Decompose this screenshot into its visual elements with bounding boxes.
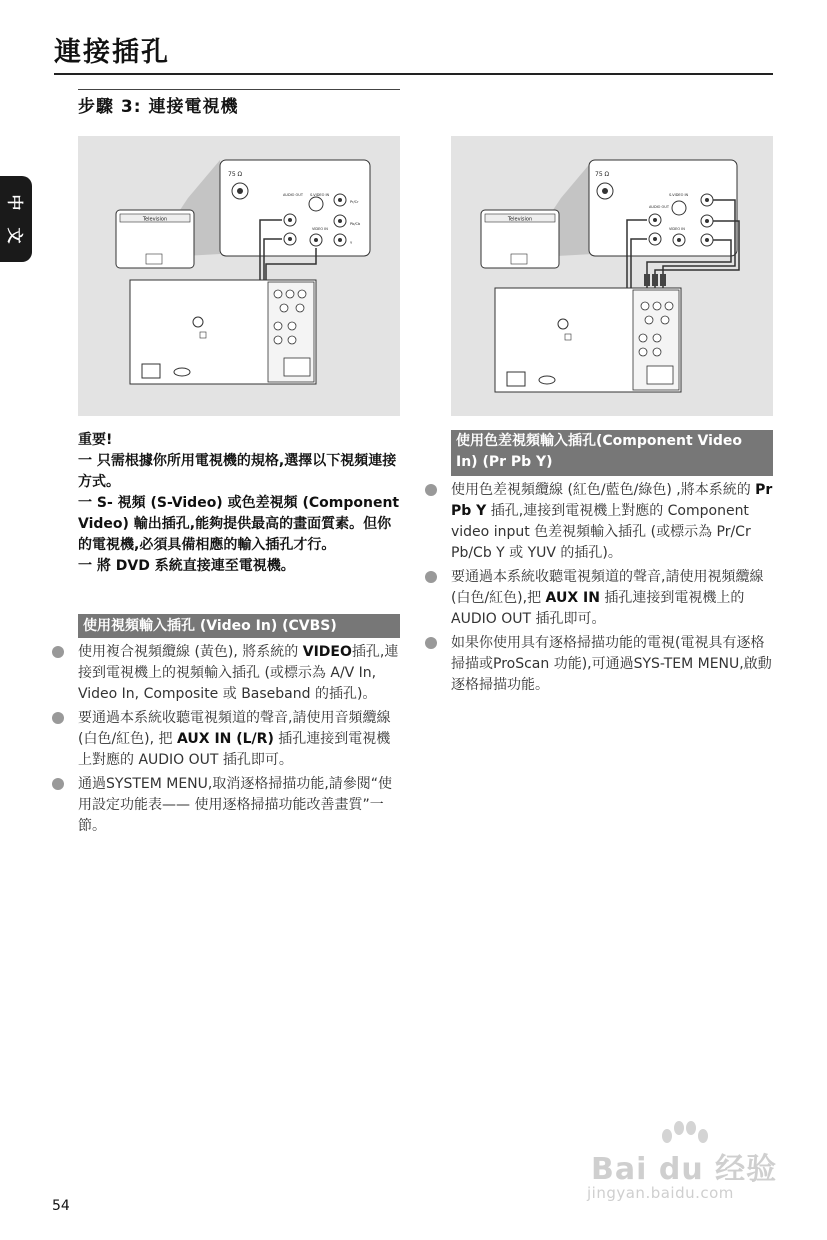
list-item [451,480,773,564]
important-title: 重要! [78,432,113,448]
diagram-video-in-svg [78,136,400,416]
video-in-instructions [78,642,400,840]
important-note [78,430,400,577]
bold-term: AUX IN (L/R) [177,731,274,747]
tv-label-2: Television [507,216,533,223]
jack-svideo-label: S-VIDEO IN [310,193,330,197]
connection-diagram-video-in [78,136,400,416]
jack-video-in-label-2: VIDEO IN [669,227,685,231]
step-rule [78,89,400,90]
list-item [451,567,773,630]
list-item [78,642,400,705]
bold-term: AUX IN [545,590,600,606]
text-segment: 插孔,連接到電視機上的視頻輸入插孔 (或標示為 A/V In, Video In, Composite 或 Baseband 的插孔)。 [78,644,399,702]
important-line-3: 一 將 DVD 系統直接連至電視機。 [78,558,295,574]
section-heading-video-in: 使用視頻輸入插孔 (Video In) (CVBS) [78,614,400,638]
title-rule [54,73,773,75]
text-segment: 如果你使用具有逐格掃描功能的電視(電視具有逐格掃描或ProScan 功能),可通過SYS-TEM MENU,啟動逐格掃描功能。 [451,635,772,693]
side-tab-char-2: 文 [5,227,25,244]
tv-label: Television [142,216,168,223]
jack-video-in-label: VIDEO IN [312,227,328,231]
jack-y-label: Y [350,241,353,245]
ohm-label: 75 Ω [228,171,243,178]
text-segment: 要通過本系統收聽電視頻道的聲音,請使用音頻纜線 (白色/紅色), 把 [78,710,391,747]
jack-pb-label: Pb/Cb [350,222,361,226]
baidu-watermark [583,1120,778,1210]
text-segment: 通過SYSTEM MENU,取消逐格掃描功能,請參閱“使用設定功能表—— 使用逐格掃描功能改善畫質”一節。 [78,776,393,834]
list-item [451,633,773,696]
bold-term: Pr Pb Y [451,482,773,519]
bullet-icon [425,571,437,583]
bullet-icon [52,778,64,790]
watermark-url: jingyan.baidu.com [587,1184,734,1202]
bullet-icon [52,646,64,658]
text-segment: 插孔連接到電視機上對應的 AUDIO OUT 插孔即可。 [78,731,391,768]
watermark-brand: Bai du 经验 [591,1152,778,1187]
list-item [78,708,400,771]
page-title: 連接插孔 [54,37,170,68]
language-side-tab [0,176,32,262]
component-instructions [451,480,773,699]
jack-pr-label: Pr/Cr [350,200,359,204]
text-segment: 插孔連接到電視機上的 AUDIO OUT 插孔即可。 [451,590,745,627]
jack-svideo-label-2: S-VIDEO IN [669,193,689,197]
ohm-label-2: 75 Ω [595,171,610,178]
important-line-1: 一 只需根據你所用電視機的規格,選擇以下視頻連接方式。 [78,453,397,490]
text-segment: 要通過本系統收聽電視頻道的聲音,請使用視頻纜線 (白色/紅色),把 [451,569,764,606]
page-number: 54 [52,1198,70,1214]
bullet-icon [425,484,437,496]
bullet-icon [52,712,64,724]
text-segment: 使用複合視頻纜線 (黃色), 將系統的 [78,644,303,660]
connection-diagram-component [451,136,773,416]
text-segment: 使用色差視頻纜線 (紅色/藍色/綠色) ,將本系統的 [451,482,756,498]
bold-term: VIDEO [302,644,352,660]
bullet-icon [425,637,437,649]
list-item [78,774,400,837]
section-heading-component: 使用色差視頻輸入插孔(Component Video In) (Pr Pb Y) [451,430,773,476]
jack-audio-out-label-2: AUDIO OUT [649,205,670,209]
diagram-component-svg [451,136,773,416]
side-tab-char-1: 中 [5,194,25,211]
step-heading: 步驟 3: 連接電視機 [78,97,239,117]
text-segment: 插孔,連接到電視機上對應的 Component video input 色差視頻輸入插孔 (或標示為 Pr/Cr Pb/Cb Y 或 YUV 的插孔)。 [451,503,751,561]
jack-audio-out-label: AUDIO OUT [283,193,304,197]
important-line-2: 一 S- 視頻 (S-Video) 或色差視頻 (Component Video) 輸出插孔,能夠提供最高的畫面質素。但你的電視機,必須具備相應的輸入插孔才行。 [78,495,400,553]
